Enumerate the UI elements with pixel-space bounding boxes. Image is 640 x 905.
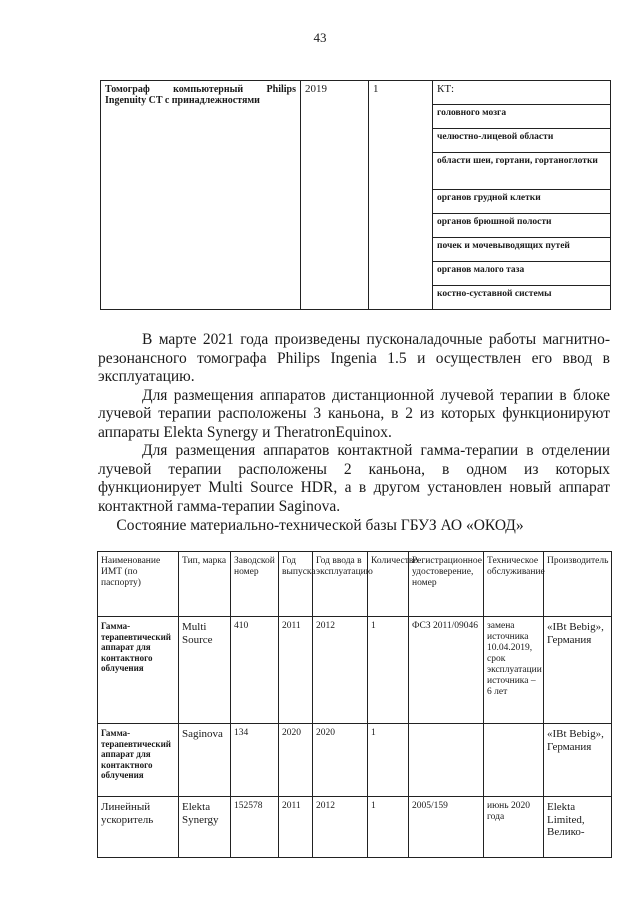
serial-cell: 410 — [231, 617, 279, 724]
kt-item-cell: органов грудной клетки — [433, 190, 611, 214]
year-cell: 2011 — [279, 797, 313, 858]
device-name-cell: Томограф компьютерный Philips Ingenuity CT с принадлежностями — [101, 81, 301, 310]
manufacturer-cell: Elekta Limited, Велико- — [544, 797, 612, 858]
name-cell: Линейный ускоритель — [98, 797, 179, 858]
column-header: Заводской номер — [231, 552, 279, 617]
registration-cell: ФСЗ 2011/09046 — [409, 617, 484, 724]
year-cell: 2020 — [279, 724, 313, 797]
commissioned-cell: 2012 — [313, 617, 368, 724]
manufacturer-cell: «IBt Bebig», Германия — [544, 724, 612, 797]
kt-item-cell: костно-суставной системы — [433, 286, 611, 310]
table-row — [98, 617, 612, 724]
kt-item-cell: почек и мочевыводящих путей — [433, 238, 611, 262]
kt-item-cell: области шеи, гортани, гортаноглотки — [433, 153, 611, 190]
column-header: Техническое обслуживание — [484, 552, 544, 617]
equipment-table — [97, 551, 612, 858]
year-cell: 2011 — [279, 617, 313, 724]
serial-cell: 152578 — [231, 797, 279, 858]
body-text — [98, 331, 610, 516]
name-cell: Гамма-терапевтический аппарат для контактного облучения — [98, 617, 179, 724]
column-header: Тип, марка — [179, 552, 231, 617]
year-cell: 2019 — [301, 81, 369, 310]
paragraph: В марте 2021 года произведены пусконаладочные работы магнитно-резонансного томографа Philips Ingenia 1.5 и осуществлен его ввод в эксплуатацию. — [98, 331, 610, 385]
service-cell: июнь 2020 года — [484, 797, 544, 858]
kt-item-cell: головного мозга — [433, 105, 611, 129]
column-header: Производитель — [544, 552, 612, 617]
table-row — [101, 81, 611, 105]
column-header: Наименование ИМТ (по паспорту) — [98, 552, 179, 617]
type-cell: Saginova — [179, 724, 231, 797]
service-cell: замена источника 10.04.2019, срок эксплуатации источника – 6 лет — [484, 617, 544, 724]
device-capabilities-table — [100, 80, 611, 310]
table-row — [98, 724, 612, 797]
column-header: Год ввода в эксплуатацию — [313, 552, 368, 617]
quantity-cell: 1 — [369, 81, 433, 310]
kt-item-cell: органов брюшной полости — [433, 214, 611, 238]
commissioned-cell: 2012 — [313, 797, 368, 858]
kt-header-cell: КТ: — [433, 81, 611, 105]
paragraph: Для размещения аппаратов контактной гамма-терапии в отделении лучевой терапии расположены 2 каньона, в одном из которых функционирует Multi Source HDR, а в другом установлен новый аппарат контактной гамма-терапии Saginova. — [98, 442, 610, 515]
quantity-cell: 1 — [368, 617, 409, 724]
service-cell — [484, 724, 544, 797]
name-cell: Гамма-терапевтический аппарат для контактного облучения — [98, 724, 179, 797]
table-row — [98, 797, 612, 858]
column-header: Количество — [368, 552, 409, 617]
section-title: Состояние материально-технической базы ГБУЗ АО «ОКОД» — [116, 517, 524, 534]
column-header: Год выпуска — [279, 552, 313, 617]
page-number: 43 — [313, 30, 327, 45]
quantity-cell: 1 — [368, 724, 409, 797]
serial-cell: 134 — [231, 724, 279, 797]
kt-item-cell: органов малого таза — [433, 262, 611, 286]
registration-cell — [409, 724, 484, 797]
table-header-row — [98, 552, 612, 617]
commissioned-cell: 2020 — [313, 724, 368, 797]
kt-item-cell: челюстно-лицевой области — [433, 129, 611, 153]
type-cell: Elekta Synergy — [179, 797, 231, 858]
type-cell: Multi Source — [179, 617, 231, 724]
manufacturer-cell: «IBt Bebig», Германия — [544, 617, 612, 724]
registration-cell: 2005/159 — [409, 797, 484, 858]
quantity-cell: 1 — [368, 797, 409, 858]
paragraph: Для размещения аппаратов дистанционной лучевой терапии в блоке лучевой терапии расположены 3 каньона, в 2 из которых функционируют аппараты Elekta Synergy и TheratronEquinox. — [98, 386, 610, 441]
column-header: Регистрационное удостоверение, номер — [409, 552, 484, 617]
